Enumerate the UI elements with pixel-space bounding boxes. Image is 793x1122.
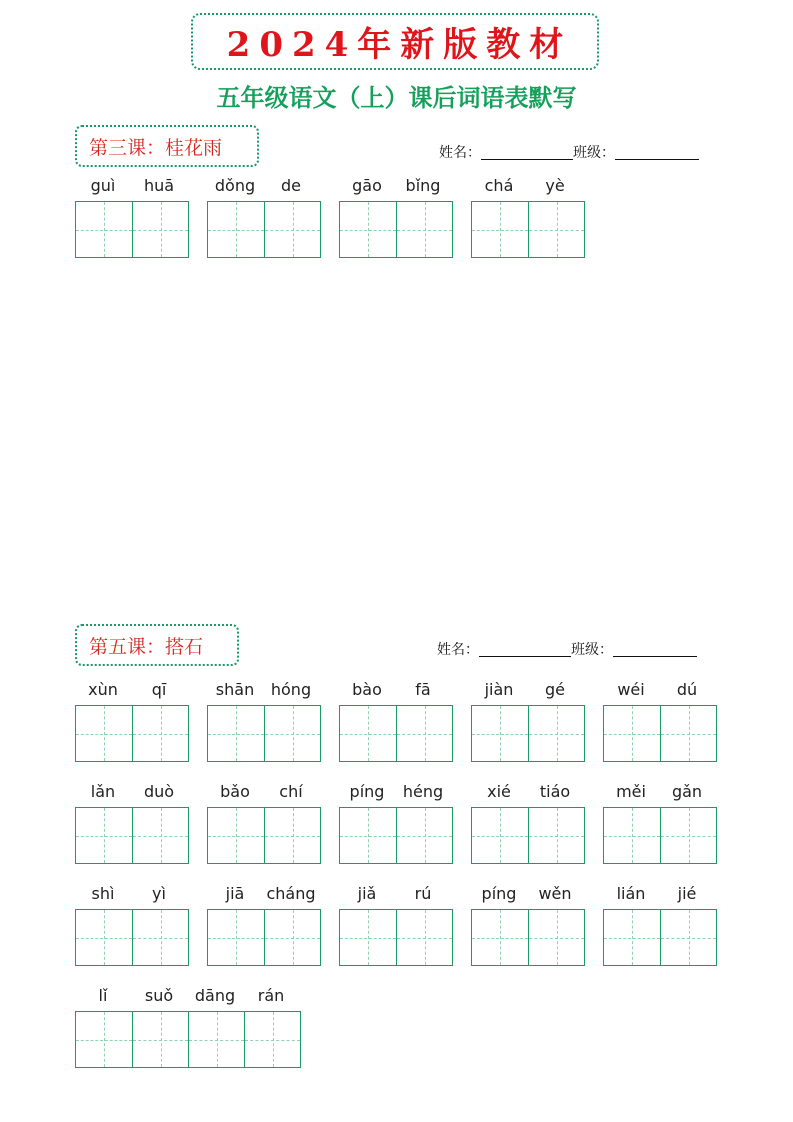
- pinyin-syllable: bǎo: [220, 782, 250, 801]
- pinyin-syllable: qī: [151, 680, 167, 699]
- pinyin-syllable: lǐ: [98, 986, 108, 1005]
- pinyin-row: [207, 679, 319, 701]
- pinyin-syllable: lǎn: [90, 782, 116, 801]
- pinyin-syllable: jiǎ: [357, 884, 377, 903]
- writing-cell[interactable]: [604, 910, 660, 965]
- pinyin-row: [75, 781, 187, 803]
- writing-cell[interactable]: [264, 910, 320, 965]
- word-group: [75, 781, 187, 803]
- writing-grid: [339, 705, 453, 762]
- writing-cell[interactable]: [132, 808, 188, 863]
- writing-cell[interactable]: [396, 910, 452, 965]
- pinyin-row: [339, 175, 451, 197]
- pinyin-syllable: bào: [352, 680, 382, 699]
- word-group: [339, 175, 451, 197]
- writing-cell[interactable]: [604, 808, 660, 863]
- pinyin-syllable: guì: [90, 176, 116, 195]
- writing-cell[interactable]: [396, 706, 452, 761]
- class-blank[interactable]: [615, 145, 699, 160]
- writing-cell[interactable]: [528, 706, 584, 761]
- writing-cell[interactable]: [660, 808, 716, 863]
- pinyin-syllable: yì: [152, 884, 166, 903]
- pinyin-syllable: dāng: [194, 986, 236, 1005]
- writing-grid: [471, 705, 585, 762]
- writing-cell[interactable]: [340, 910, 396, 965]
- pinyin-syllable: shān: [215, 680, 255, 699]
- writing-cell[interactable]: [472, 202, 528, 257]
- pinyin-row: [207, 781, 319, 803]
- word-group: [603, 883, 715, 905]
- pinyin-syllable: cháng: [266, 884, 316, 903]
- writing-grid: [75, 705, 189, 762]
- writing-cell[interactable]: [340, 706, 396, 761]
- writing-grid: [603, 807, 717, 864]
- writing-cell[interactable]: [528, 910, 584, 965]
- writing-cell[interactable]: [132, 910, 188, 965]
- writing-cell[interactable]: [188, 1012, 244, 1067]
- pinyin-row: [471, 679, 583, 701]
- writing-cell[interactable]: [244, 1012, 300, 1067]
- pinyin-syllable: gé: [545, 680, 565, 699]
- name-label: 姓名：: [439, 145, 481, 161]
- writing-cell[interactable]: [208, 202, 264, 257]
- writing-cell[interactable]: [264, 706, 320, 761]
- writing-grid: [75, 201, 189, 258]
- pinyin-syllable: tiáo: [539, 782, 571, 801]
- pinyin-row: [339, 883, 451, 905]
- word-group: [471, 175, 583, 197]
- writing-cell[interactable]: [132, 202, 188, 257]
- writing-cell[interactable]: [76, 808, 132, 863]
- writing-grid: [339, 909, 453, 966]
- writing-cell[interactable]: [340, 808, 396, 863]
- page-subtitle: 五年级语文（上）课后词语表默写: [216, 84, 577, 112]
- pinyin-syllable: dú: [676, 680, 698, 699]
- writing-cell[interactable]: [528, 202, 584, 257]
- word-group: [471, 883, 583, 905]
- pinyin-syllable: gāo: [352, 176, 382, 195]
- pinyin-row: [603, 781, 715, 803]
- pinyin-syllable: hóng: [270, 680, 312, 699]
- word-group: [75, 175, 187, 197]
- pinyin-row: [603, 883, 715, 905]
- lesson-3-student-fields: [439, 142, 699, 162]
- pinyin-row: [75, 883, 187, 905]
- writing-grid: [471, 201, 585, 258]
- writing-cell[interactable]: [340, 202, 396, 257]
- pinyin-syllable: rán: [257, 986, 285, 1005]
- pinyin-row: [75, 679, 187, 701]
- pinyin-syllable: wěn: [538, 884, 572, 903]
- pinyin-row: [207, 883, 319, 905]
- pinyin-syllable: jiā: [225, 884, 245, 903]
- lesson-5-title-box: [75, 624, 239, 666]
- writing-grid: [471, 807, 585, 864]
- pinyin-syllable: xùn: [88, 680, 118, 699]
- writing-cell[interactable]: [208, 910, 264, 965]
- pinyin-syllable: shì: [91, 884, 115, 903]
- writing-cell[interactable]: [472, 910, 528, 965]
- pinyin-syllable: jiàn: [484, 680, 514, 699]
- writing-cell[interactable]: [76, 1012, 132, 1067]
- word-group: [603, 679, 715, 701]
- pinyin-syllable: rú: [414, 884, 432, 903]
- pinyin-syllable: fā: [415, 680, 431, 699]
- writing-cell[interactable]: [472, 706, 528, 761]
- pinyin-row: [471, 175, 583, 197]
- writing-grid: [207, 909, 321, 966]
- class-label: 班级：: [573, 145, 615, 161]
- writing-cell[interactable]: [396, 808, 452, 863]
- name-label: 姓名：: [437, 642, 479, 658]
- pinyin-row: [471, 781, 583, 803]
- writing-grid: [207, 807, 321, 864]
- writing-cell[interactable]: [660, 910, 716, 965]
- writing-grid: [207, 705, 321, 762]
- word-group: [339, 781, 451, 803]
- writing-cell[interactable]: [528, 808, 584, 863]
- writing-cell[interactable]: [208, 706, 264, 761]
- writing-grid: [339, 201, 453, 258]
- word-group: [75, 985, 299, 1007]
- writing-grid: [339, 807, 453, 864]
- writing-cell[interactable]: [472, 808, 528, 863]
- pinyin-syllable: de: [281, 176, 301, 195]
- word-group: [207, 679, 319, 701]
- pinyin-syllable: wéi: [617, 680, 645, 699]
- pinyin-row: [75, 985, 299, 1007]
- pinyin-syllable: huā: [143, 176, 175, 195]
- writing-grid: [207, 201, 321, 258]
- writing-cell[interactable]: [604, 706, 660, 761]
- pinyin-syllable: duò: [143, 782, 175, 801]
- pinyin-syllable: měi: [616, 782, 646, 801]
- word-group: [207, 781, 319, 803]
- writing-grid: [75, 1011, 301, 1068]
- pinyin-row: [471, 883, 583, 905]
- class-label: 班级：: [571, 642, 613, 658]
- pinyin-syllable: lián: [616, 884, 646, 903]
- pinyin-row: [339, 679, 451, 701]
- word-group: [207, 175, 319, 197]
- lesson-5-student-fields: [437, 639, 697, 659]
- writing-cell[interactable]: [208, 808, 264, 863]
- word-group: [339, 883, 451, 905]
- pinyin-syllable: dǒng: [214, 176, 256, 195]
- word-group: [207, 883, 319, 905]
- pinyin-syllable: píng: [481, 884, 517, 903]
- pinyin-row: [339, 781, 451, 803]
- writing-cell[interactable]: [76, 706, 132, 761]
- pinyin-row: [603, 679, 715, 701]
- pinyin-syllable: héng: [402, 782, 444, 801]
- writing-cell[interactable]: [264, 808, 320, 863]
- pinyin-row: [75, 175, 187, 197]
- writing-grid: [471, 909, 585, 966]
- word-group: [471, 781, 583, 803]
- writing-cell[interactable]: [76, 202, 132, 257]
- writing-grid: [603, 705, 717, 762]
- name-blank[interactable]: [479, 642, 571, 657]
- writing-cell[interactable]: [132, 1012, 188, 1067]
- writing-grid: [603, 909, 717, 966]
- writing-cell[interactable]: [396, 202, 452, 257]
- word-group: [603, 781, 715, 803]
- class-blank[interactable]: [613, 642, 697, 657]
- pinyin-syllable: jié: [677, 884, 697, 903]
- pinyin-syllable: chá: [484, 176, 514, 195]
- writing-cell[interactable]: [264, 202, 320, 257]
- writing-grid: [75, 909, 189, 966]
- writing-cell[interactable]: [76, 910, 132, 965]
- writing-cell[interactable]: [660, 706, 716, 761]
- writing-grid: [75, 807, 189, 864]
- pinyin-syllable: yè: [545, 176, 565, 195]
- lesson-title: 第三课：桂花雨: [89, 136, 223, 159]
- pinyin-syllable: píng: [349, 782, 385, 801]
- word-group: [75, 679, 187, 701]
- word-group: [75, 883, 187, 905]
- pinyin-syllable: chí: [279, 782, 303, 801]
- lesson-title: 第五课：搭石: [89, 635, 204, 658]
- lesson-3-title-box: [75, 125, 259, 167]
- pinyin-syllable: xié: [487, 782, 511, 801]
- title-box: [191, 13, 599, 70]
- pinyin-syllable: suǒ: [144, 986, 174, 1005]
- writing-cell[interactable]: [132, 706, 188, 761]
- page-title: 2024年新版教材: [226, 25, 573, 65]
- pinyin-row: [207, 175, 319, 197]
- pinyin-syllable: bǐng: [405, 176, 441, 195]
- word-group: [339, 679, 451, 701]
- name-blank[interactable]: [481, 145, 573, 160]
- word-group: [471, 679, 583, 701]
- pinyin-syllable: gǎn: [671, 782, 703, 801]
